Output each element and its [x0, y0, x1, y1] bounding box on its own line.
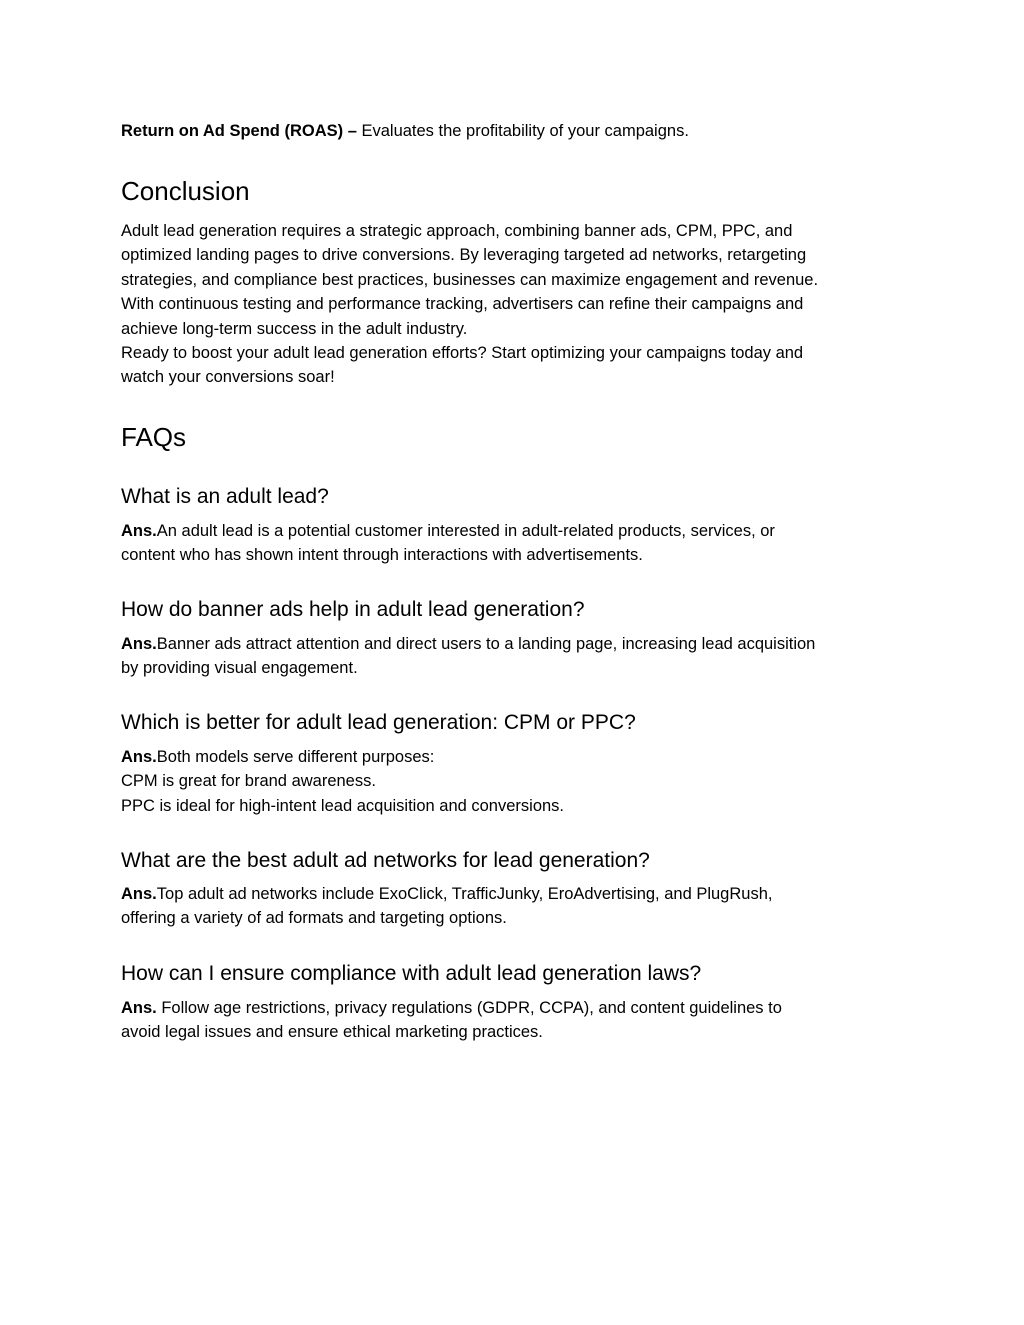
faq-question: How can I ensure compliance with adult lead generation laws?: [121, 962, 702, 985]
faq-answer-line: by providing visual engagement.: [121, 659, 358, 678]
faq-answer: [121, 519, 911, 568]
conclusion-line: watch your conversions soar!: [121, 368, 335, 387]
faq-answer-line: [121, 632, 911, 656]
ans-text: Follow age restrictions, privacy regulations (GDPR, CCPA), and content guidelines to: [156, 999, 782, 1017]
conclusion-line: optimized landing pages to drive conversions. By leveraging targeted ad networks, retargeting: [121, 246, 807, 265]
faq-question: What is an adult lead?: [121, 485, 329, 508]
faq-answer: [121, 996, 911, 1045]
faq-answer-line: content who has shown intent through interactions with advertisements.: [121, 546, 643, 565]
faq-answer-line: [121, 519, 911, 543]
conclusion-paragraph: [121, 219, 911, 390]
faq-answer: [121, 632, 911, 681]
faqs-heading: FAQs: [121, 422, 187, 452]
roas-label: Return on Ad Spend (ROAS) –: [121, 122, 357, 140]
ans-text: An adult lead is a potential customer interested in adult-related products, services, or: [156, 522, 775, 540]
faq-question: How do banner ads help in adult lead generation?: [121, 598, 585, 621]
ans-label: Ans.: [121, 522, 157, 540]
ans-text: Top adult ad networks include ExoClick, TrafficJunky, EroAdvertising, and PlugRush,: [156, 885, 773, 903]
faq-answer: [121, 745, 911, 818]
ans-text: Banner ads attract attention and direct users to a landing page, increasing lead acquisition: [156, 635, 816, 653]
faq-answer-line: offering a variety of ad formats and targeting options.: [121, 909, 507, 928]
faq-answer-line: [121, 882, 911, 906]
conclusion-line: Adult lead generation requires a strategic approach, combining banner ads, CPM, PPC, and: [121, 222, 793, 240]
faq-question: Which is better for adult lead generation: CPM or PPC?: [121, 711, 636, 734]
conclusion-line: Ready to boost your adult lead generation efforts? Start optimizing your campaigns today and: [121, 344, 804, 363]
roas-text: Evaluates the profitability of your campaigns.: [356, 122, 689, 140]
faq-answer-line: [121, 745, 911, 769]
ans-label: Ans.: [121, 999, 157, 1017]
conclusion-line: strategies, and compliance best practices, businesses can maximize engagement and revenue.: [121, 270, 819, 289]
ans-label: Ans.: [121, 748, 157, 766]
conclusion-line: achieve long-term success in the adult industry.: [121, 319, 468, 338]
conclusion-heading: Conclusion: [121, 176, 250, 206]
faq-answer-line: [121, 996, 911, 1020]
conclusion-line: With continuous testing and performance tracking, advertisers can refine their campaigns and: [121, 295, 804, 314]
ans-text: Both models serve different purposes:: [156, 748, 435, 766]
ans-label: Ans.: [121, 885, 157, 903]
ans-label: Ans.: [121, 635, 157, 653]
faq-question: What are the best adult ad networks for lead generation?: [121, 849, 650, 872]
faq-answer-line: PPC is ideal for high-intent lead acquisition and conversions.: [121, 796, 565, 815]
faq-answer-line: avoid legal issues and ensure ethical marketing practices.: [121, 1023, 543, 1042]
faq-answer-line: CPM is great for brand awareness.: [121, 772, 376, 791]
faq-answer: [121, 882, 911, 931]
roas-line: [121, 121, 689, 141]
